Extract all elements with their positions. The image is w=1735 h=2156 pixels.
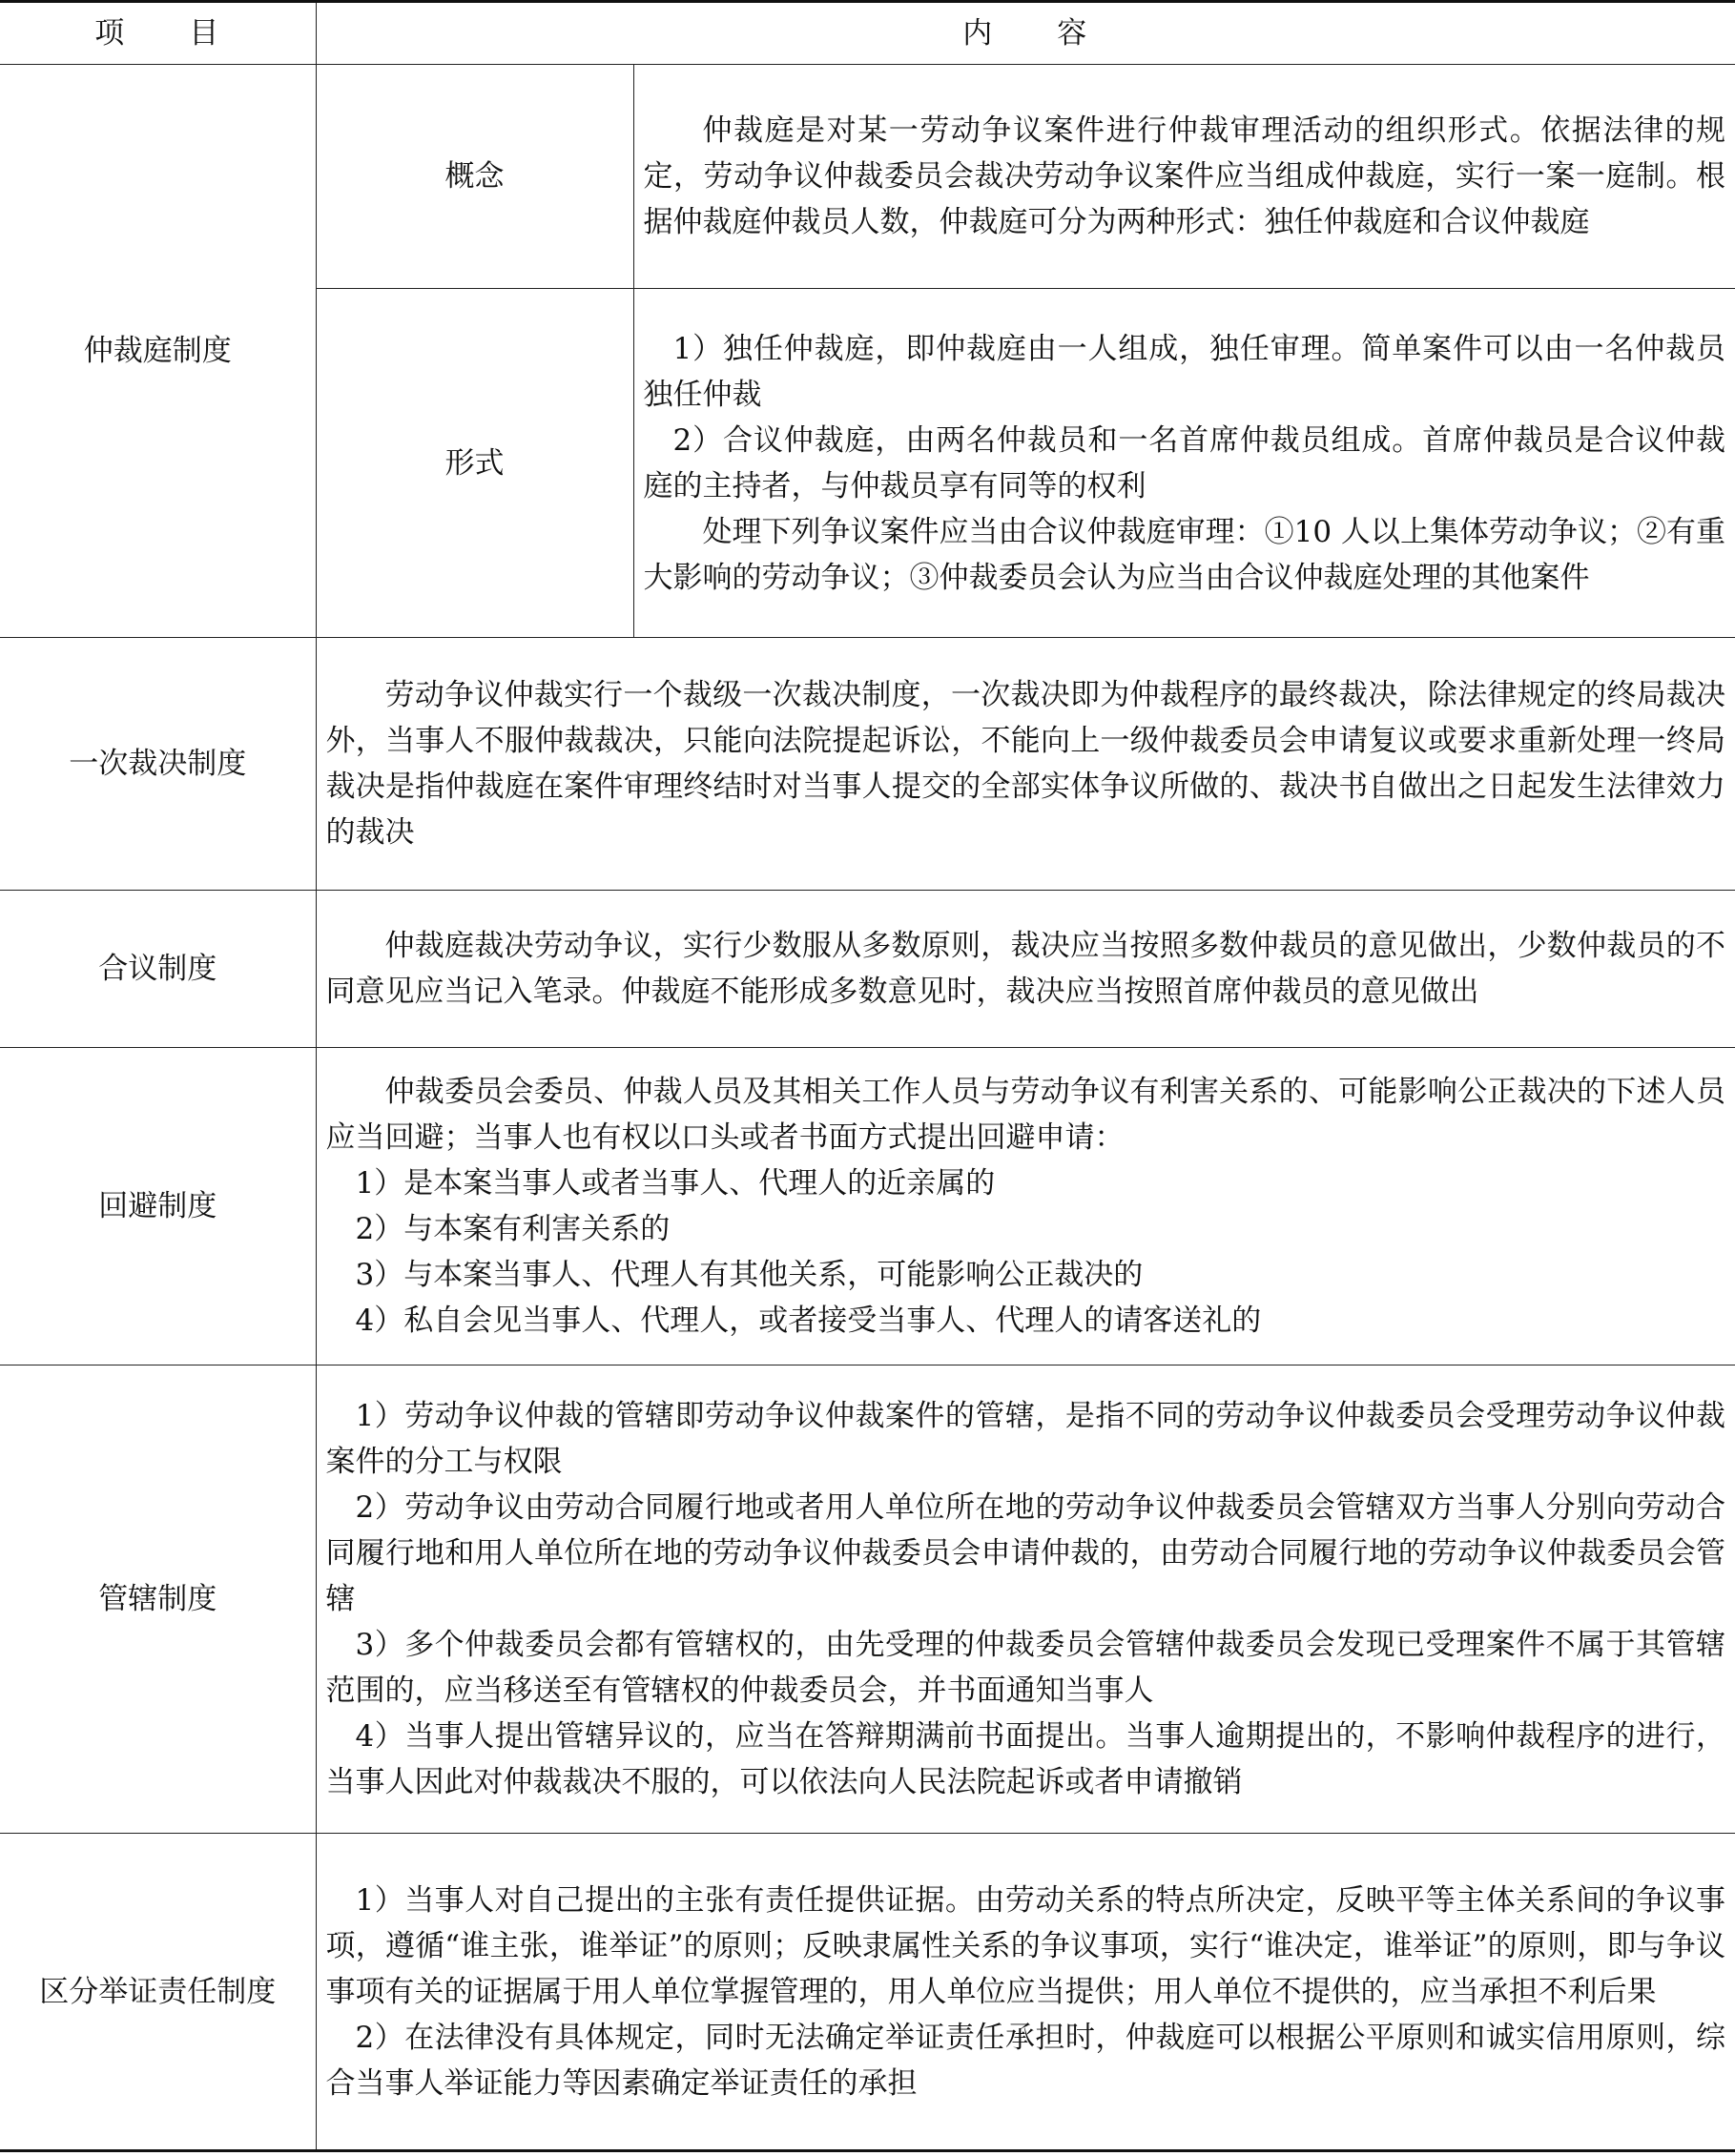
content-cell [316, 638, 1735, 891]
table-row [0, 1365, 1735, 1834]
list-item: 4）私自会见当事人、代理人，或者接受当事人、代理人的请客送礼的 [355, 1304, 1262, 1339]
table-row [0, 1048, 1735, 1365]
content-cell [633, 65, 1735, 289]
table-row [0, 891, 1735, 1048]
item-cell: 回避制度 [0, 1048, 316, 1365]
content-cell [316, 1048, 1735, 1365]
paragraph: 仲裁庭是对某一劳动争议案件进行仲裁审理活动的组织形式。依据法律的规定，劳动争议仲裁委员会裁决劳动争议案件应当组成仲裁庭，实行一案一庭制。根据仲裁庭仲裁员人数，仲裁庭可分为两种形式：独任仲裁庭和合议仲裁庭 [643, 113, 1725, 239]
item-cell: 管辖制度 [0, 1365, 316, 1834]
paragraph: 仲裁委员会委员、仲裁人员及其相关工作人员与劳动争议有利害关系的、可能影响公正裁决的下述人员应当回避；当事人也有权以口头或者书面方式提出回避申请： [325, 1075, 1725, 1156]
list-item: 1）劳动争议仲裁的管辖即劳动争议仲裁案件的管辖，是指不同的劳动争议仲裁委员会受理劳动争议仲裁案件的分工与权限 [325, 1399, 1725, 1480]
table-header-row [0, 2, 1735, 65]
list-item: 2）在法律没有具体规定，同时无法确定举证责任承担时，仲裁庭可以根据公平原则和诚实信用原则，综合当事人举证能力等因素确定举证责任的承担 [325, 2020, 1725, 2101]
table-row [0, 1834, 1735, 2151]
paragraph: 仲裁庭裁决劳动争议，实行少数服从多数原则，裁决应当按照多数仲裁员的意见做出，少数仲裁员的不同意见应当记入笔录。仲裁庭不能形成多数意见时，裁决应当按照首席仲裁员的意见做出 [325, 929, 1725, 1010]
table-row [0, 65, 1735, 289]
header-content: 内 容 [316, 2, 1735, 65]
item-cell: 仲裁庭制度 [0, 65, 316, 638]
paragraph: 劳动争议仲裁实行一个裁级一次裁决制度，一次裁决即为仲裁程序的最终裁决，除法律规定的终局裁决外，当事人不服仲裁裁决，只能向法院提起诉讼，不能向上一级仲裁委员会申请复议或要求重新处理一终局裁决是指仲裁庭在案件审理终结时对当事人提交的全部实体争议所做的、裁决书自做出之日起发生法律效力的裁决 [325, 678, 1725, 851]
item-cell: 合议制度 [0, 891, 316, 1048]
list-item: 2）与本案有利害关系的 [355, 1212, 671, 1247]
list-item: 2）劳动争议由劳动合同履行地或者用人单位所在地的劳动争议仲裁委员会管辖双方当事人分别向劳动合同履行地和用人单位所在地的劳动争议仲裁委员会申请仲裁的，由劳动合同履行地的劳动争议仲裁委员会管辖 [325, 1490, 1725, 1617]
list-item: 处理下列争议案件应当由合议仲裁庭审理：①10 人以上集体劳动争议；②有重大影响的劳动争议；③仲裁委员会认为应当由合议仲裁庭处理的其他案件 [643, 514, 1725, 595]
content-cell [316, 891, 1735, 1048]
header-item: 项 目 [0, 2, 316, 65]
list-item: 2）合议仲裁庭，由两名仲裁员和一名首席仲裁员组成。首席仲裁员是合议仲裁庭的主持者，与仲裁员享有同等的权利 [643, 422, 1725, 503]
list-item: 1）是本案当事人或者当事人、代理人的近亲属的 [355, 1166, 996, 1201]
content-cell [316, 1365, 1735, 1834]
subitem-cell: 形式 [316, 288, 633, 638]
content-cell [633, 288, 1735, 638]
list-item: 1）当事人对自己提出的主张有责任提供证据。由劳动关系的特点所决定，反映平等主体关系间的争议事项，遵循“谁主张，谁举证”的原则；反映隶属性关系的争议事项，实行“谁决定，谁举证”的原则，即与争议事项有关的证据属于用人单位掌握管理的，用人单位应当提供；用人单位不提供的，应当承担不利后果 [325, 1882, 1725, 2009]
list-item: 4）当事人提出管辖异议的，应当在答辩期满前书面提出。当事人逾期提出的，不影响仲裁程序的进行，当事人因此对仲裁裁决不服的，可以依法向人民法院起诉或者申请撤销 [325, 1719, 1725, 1800]
item-cell: 区分举证责任制度 [0, 1834, 316, 2151]
table-row [0, 638, 1735, 891]
list-item: 3）与本案当事人、代理人有其他关系，可能影响公正裁决的 [355, 1258, 1144, 1293]
item-cell: 一次裁决制度 [0, 638, 316, 891]
list-item: 3）多个仲裁委员会都有管辖权的，由先受理的仲裁委员会管辖仲裁委员会发现已受理案件不属于其管辖范围的，应当移送至有管辖权的仲裁委员会，并书面通知当事人 [325, 1628, 1725, 1709]
content-cell [316, 1834, 1735, 2151]
subitem-cell: 概念 [316, 65, 633, 289]
list-item: 1）独任仲裁庭，即仲裁庭由一人组成，独任审理。简单案件可以由一名仲裁员独任仲裁 [643, 331, 1725, 412]
